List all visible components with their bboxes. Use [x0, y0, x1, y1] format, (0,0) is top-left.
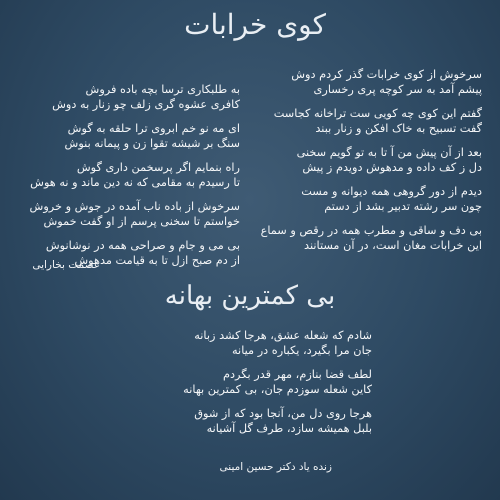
verse-line: دیدم از دور گروهی همه دیوانه و مست [301, 185, 482, 198]
poem2-author: زنده یاد دکتر حسین امینی [219, 461, 332, 473]
stanza [254, 106, 482, 136]
verse-line: ای مه نو خم ابروی ترا حلقه به گوش [67, 122, 240, 135]
poem1-left-column [10, 82, 240, 277]
verse-line: چون سر رشته تدبیر بشد از دستم [324, 200, 482, 213]
verse-line: کافری عشوه گری زلف چو زنار به دوش [52, 98, 240, 111]
poem2-column [122, 328, 372, 445]
verse-line: سرخوش از کوی خرابات گذر کردم دوش [291, 68, 482, 81]
verse-line: سنگ بر شیشه تقوا زن و پیمانه بنوش [64, 137, 240, 150]
verse-line: کاین شعله سوزدم جان، بی کمترین بهانه [183, 383, 372, 396]
stanza [254, 223, 482, 253]
verse-line: جان مرا بگیرد، یکباره در میانه [232, 344, 372, 357]
verse-line: راه بنمایم اگر پرسخمن داری گوش [76, 161, 240, 174]
verse-line: دل ز کف داده و مدهوش دویدم ز پیش [302, 161, 482, 174]
poem1-title: کوی خرابات [184, 8, 326, 41]
verse-line: پیشم آمد به سر کوچه پری رخساری [313, 83, 482, 96]
verse-line: بعد از آن پیش من آ تا به تو گویم سخنی [296, 146, 482, 159]
stanza [10, 82, 240, 112]
verse-line: بلبل همیشه سازد، طرف گل آشیانه [206, 422, 372, 435]
stanza [254, 184, 482, 214]
stanza [122, 328, 372, 358]
verse-line: لطف قضا بنازم، مهر قدر بگردم [222, 368, 372, 381]
verse-line: از دم صبح ازل تا به قیامت مدهوش [74, 254, 240, 267]
stanza [10, 121, 240, 151]
verse-line: بی می و جام و صراحی همه در نوشانوش [45, 239, 240, 252]
stanza [10, 160, 240, 190]
poem2-title: بی کمترین بهانه [164, 281, 336, 311]
verse-line: این خرابات مغان است، در آن مستانند [304, 239, 482, 252]
verse-line: بی دف و ساقی و مطرب همه در رقص و سماع [260, 224, 482, 237]
verse-line: هرجا روی دل من، آنجا بود که از شوق [194, 407, 372, 420]
poem1-author: عصمت بخارایی [32, 259, 100, 271]
verse-line: تا رسیدم به مقامی که نه دین ماند و نه هوش [30, 176, 240, 189]
verse-line: گفتم این کوی چه کویی ست تراخانه کجاست [273, 107, 482, 120]
poem1-right-column [254, 67, 482, 262]
verse-line: سرخوش از باده ناب آمده در جوش و خروش [29, 200, 240, 213]
verse-line: خواستم تا سخنی پرسم از او گفت خموش [43, 215, 240, 228]
stanza [10, 199, 240, 229]
stanza [122, 406, 372, 436]
verse-line: به طلبکاری ترسا بچه باده فروش [85, 83, 240, 96]
verse-line: شادم که شعله عشق، هرجا کشد زبانه [194, 329, 372, 342]
stanza [254, 145, 482, 175]
verse-line: گفت تسبیح به خاک افکن و زنار ببند [315, 122, 482, 135]
stanza [254, 67, 482, 97]
stanza [122, 367, 372, 397]
